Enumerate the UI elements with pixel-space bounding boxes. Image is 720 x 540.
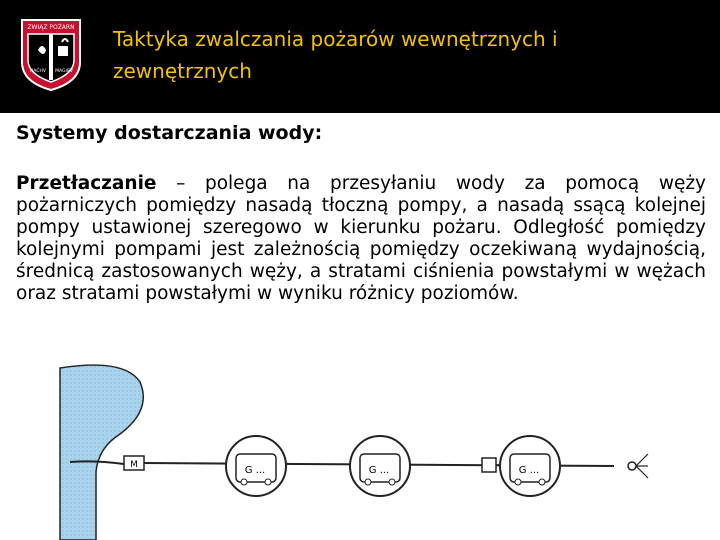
definition-paragraph bbox=[16, 173, 706, 305]
svg-text:ZWIĄZ POŻARN: ZWIĄZ POŻARN bbox=[27, 24, 75, 31]
hose-coupling bbox=[482, 458, 496, 472]
svg-text:NAĆHV: NAĆHV bbox=[30, 69, 46, 74]
definition-term: Przetłaczanie bbox=[16, 173, 157, 194]
svg-text:MAGIRV: MAGIRV bbox=[55, 69, 73, 74]
section-heading: Systemy dostarczania wody: bbox=[16, 122, 323, 144]
nozzle-icon bbox=[628, 454, 648, 478]
svg-text:M: M bbox=[130, 460, 138, 470]
relay-pumping-diagram bbox=[54, 362, 649, 540]
svg-text:G ...: G ... bbox=[518, 465, 540, 476]
slide-title: Taktyka zwalczania pożarów wewnętrznych i zewnętrznych bbox=[113, 27, 558, 83]
fire-brigade-logo bbox=[18, 16, 84, 92]
svg-text:G ...: G ... bbox=[368, 465, 390, 476]
definition-body: – polega na przesyłaniu wody za pomocą węży pożarniczych pomiędzy nasadą tłoczną pompy, a nasadą ssącą kolejnej pompy ustawionej szeregowo w kierunku pożaru. Odległość pomiędzy kolejnymi pompami jest zależnością pomiędzy oczekiwaną wydajnością, średnicą zastosowanych węży, a stratami ciśnienia powstałymi w wężach oraz stratami powstałymi w wyniku różnicy poziomów. bbox=[16, 173, 706, 304]
svg-text:G ...: G ... bbox=[244, 465, 266, 476]
slide-header bbox=[0, 0, 720, 113]
